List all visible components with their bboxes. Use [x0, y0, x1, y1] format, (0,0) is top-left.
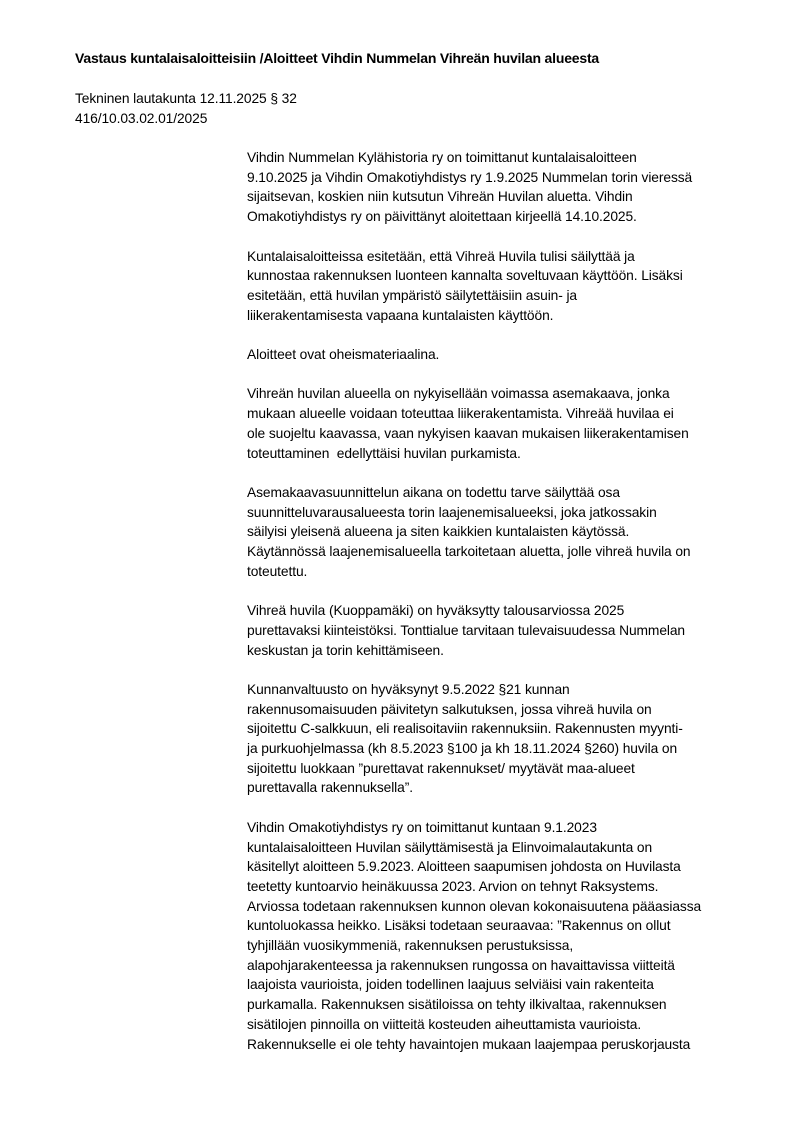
committee-line: Tekninen lautakunta 12.11.2025 § 32 [75, 91, 297, 106]
text-line: Vihreä huvila (Kuoppamäki) on hyväksytty talousarviossa 2025 [247, 603, 625, 619]
text-line: Rakennukselle ei ole tehty havaintojen mukaan laajempaa peruskorjausta [247, 1036, 691, 1052]
text-line: kuntalaisaloitteen Huvilan säilyttämisestä ja Elinvoimalautakunta on [247, 839, 653, 855]
paragraph [247, 680, 752, 798]
text-line: kuntoluokassa heikko. Lisäksi todetaan seuraavaa: ”Rakennus on ollut [247, 918, 671, 934]
text-line: Vihreän huvilan alueella on nykyisellään voimassa asemakaava, jonka [247, 386, 670, 402]
text-line: sijaitsevan, koskien niin kutsutun Vihreän Huvilan aluetta. Vihdin [247, 189, 633, 205]
paragraph [247, 384, 752, 463]
text-line: Arviossa todetaan rakennuksen kunnon olevan kokonaisuutena pääasiassa [247, 898, 702, 914]
text-line: Asemakaavasuunnittelun aikana on todettu tarve säilyttää osa [247, 484, 620, 500]
text-line: toteuttaminen edellyttäisi huvilan purkamista. [247, 445, 521, 461]
paragraph [247, 818, 752, 1054]
document-meta [75, 89, 297, 128]
text-line: Käytännössä laajenemisalueella tarkoitetaan aluetta, jolle vihreä huvila on [247, 544, 691, 559]
text-line: säilyisi yleisenä alueena ja siten kaikkien kuntalaisten käytössä. [247, 524, 630, 540]
text-line: Kuntalaisaloitteissa esitetään, että Vihreä Huvila tulisi säilyttää ja [247, 248, 635, 264]
text-line: mukaan alueelle voidaan toteuttaa liikerakentamista. Vihreää huvilaa ei [247, 406, 674, 422]
document-title: Vastaus kuntalaisaloitteisiin /Aloitteet Vihdin Nummelan Vihreän huvilan alueesta [75, 50, 599, 66]
paragraph [247, 148, 752, 227]
document-body [247, 148, 752, 1074]
text-line: rakennusomaisuuden päivitetyn salkutuksen, jossa vihreä huvila on [247, 701, 652, 717]
paragraph [247, 247, 752, 326]
text-line: suunnitteluvarausalueesta torin laajenemisalueeksi, joka jatkossakin [247, 504, 657, 520]
text-line: sijoitettu C-salkkuun, eli realisoitaviin rakennuksiin. Rakennusten myynti- [247, 721, 683, 737]
text-line: purettavaksi kiinteistöksi. Tonttialue tarvitaan tulevaisuudessa Nummelan [247, 622, 686, 638]
text-line: sijoitettu luokkaan ”purettavat rakennukset/ myytävät maa-alueet [247, 760, 635, 776]
text-line: 9.10.2025 ja Vihdin Omakotiyhdistys ry 1.9.2025 Nummelan torin vieressä [247, 169, 693, 185]
text-line: Aloitteet ovat oheismateriaalina. [247, 347, 440, 362]
case-number: 416/10.03.02.01/2025 [75, 110, 208, 126]
text-line: purkamalla. Rakennuksen sisätiloissa on tehty ilkivaltaa, rakennuksen [247, 997, 667, 1013]
text-line: Kunnanvaltuusto on hyväksynyt 9.5.2022 §21 kunnan [247, 681, 570, 697]
text-line: purettavalla rakennuksella”. [247, 780, 413, 796]
text-line: esitetään, että huvilan ympäristö säilytettäisiin asuin- ja [247, 287, 577, 303]
text-line: teetetty kuntoarvio heinäkuussa 2023. Arvion on tehnyt Raksystems. [247, 878, 659, 894]
text-line: sisätilojen pinnoilla on viitteitä kosteuden aiheuttamista vaurioista. [247, 1016, 642, 1032]
paragraph [247, 601, 752, 660]
text-line: laajoista vaurioista, joiden todellinen laajuus selviäisi vain rakenteita [247, 977, 654, 993]
text-line: toteutettu. [247, 563, 308, 579]
paragraph [247, 345, 752, 365]
text-line: Vihdin Nummelan Kylähistoria ry on toimittanut kuntalaisaloitteen [247, 150, 637, 165]
text-line: keskustan ja torin kehittämiseen. [247, 642, 444, 658]
text-line: Omakotiyhdistys ry on päivittänyt aloitettaan kirjeellä 14.10.2025. [247, 209, 637, 225]
text-line: kunnostaa rakennuksen luonteen kannalta soveltuvaan käyttöön. Lisäksi [247, 268, 683, 284]
text-line: alapohjarakenteessa ja rakennuksen rungossa on havaittavissa viitteitä [247, 957, 675, 973]
text-line: ole suojeltu kaavassa, vaan nykyisen kaavan mukaisen liikerakentamisen [247, 425, 689, 441]
paragraph [247, 483, 752, 582]
text-line: liikerakentamisesta vapaana kuntalaisten käyttöön. [247, 307, 554, 323]
text-line: tyhjillään vuosikymmeniä, rakennuksen perustuksissa, [247, 938, 574, 954]
text-line: Vihdin Omakotiyhdistys ry on toimittanut kuntaan 9.1.2023 [247, 819, 597, 835]
text-line: käsitellyt aloitteen 5.9.2023. Aloitteen saapumisen johdosta on Huvilasta [247, 859, 681, 875]
text-line: ja purkuohjelmassa (kh 8.5.2023 §100 ja kh 18.11.2024 §260) huvila on [247, 741, 678, 756]
